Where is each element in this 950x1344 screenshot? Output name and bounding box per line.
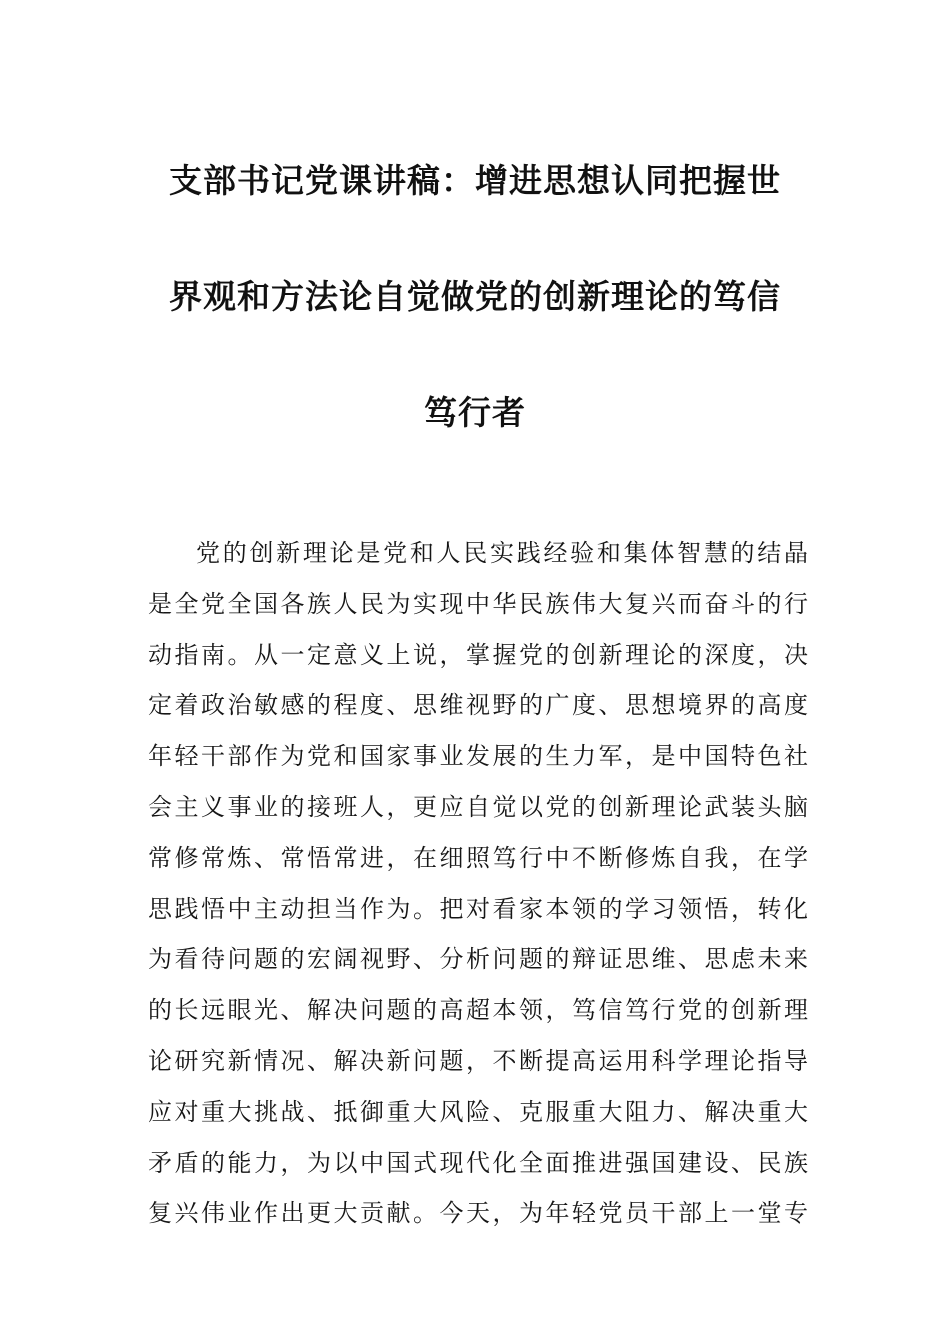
body-line: 是全党全国各族人民为实现中华民族伟大复兴而奋斗的行 — [148, 589, 808, 618]
body-line: 动指南。从一定意义上说，掌握党的创新理论的深度，决 — [148, 640, 808, 669]
body-line: 为看待问题的宏阔视野、分析问题的辩证思维、思虑未来 — [148, 945, 808, 974]
body-line: 年轻干部作为党和国家事业发展的生力军，是中国特色社 — [148, 742, 808, 771]
body-line: 思践悟中主动担当作为。把对看家本领的学习领悟，转化 — [148, 894, 808, 923]
document-title — [130, 148, 820, 496]
body-line: 定着政治敏感的程度、思维视野的广度、思想境界的高度 — [148, 691, 808, 720]
body-paragraph — [148, 528, 808, 1239]
body-line: 常修常炼、常悟常进，在细照笃行中不断修炼自我，在学 — [148, 843, 808, 872]
body-line: 会主义事业的接班人，更应自觉以党的创新理论武装头脑 — [148, 792, 808, 821]
body-line: 的长远眼光、解决问题的高超本领，笃信笃行党的创新理 — [148, 996, 808, 1025]
title-line: 支部书记党课讲稿：增进思想认同把握世 — [169, 161, 781, 200]
title-line: 界观和方法论自觉做党的创新理论的笃信 — [169, 277, 781, 316]
body-line: 党的创新理论是党和人民实践经验和集体智慧的结晶 — [196, 539, 808, 567]
title-line: 笃行者 — [424, 393, 526, 432]
body-line: 复兴伟业作出更大贡献。今天，为年轻党员干部上一堂专 — [148, 1199, 808, 1228]
body-line: 应对重大挑战、抵御重大风险、克服重大阻力、解决重大 — [148, 1097, 808, 1126]
body-line: 矛盾的能力，为以中国式现代化全面推进强国建设、民族 — [148, 1148, 808, 1177]
body-line: 论研究新情况、解决新问题，不断提高运用科学理论指导 — [148, 1046, 808, 1075]
